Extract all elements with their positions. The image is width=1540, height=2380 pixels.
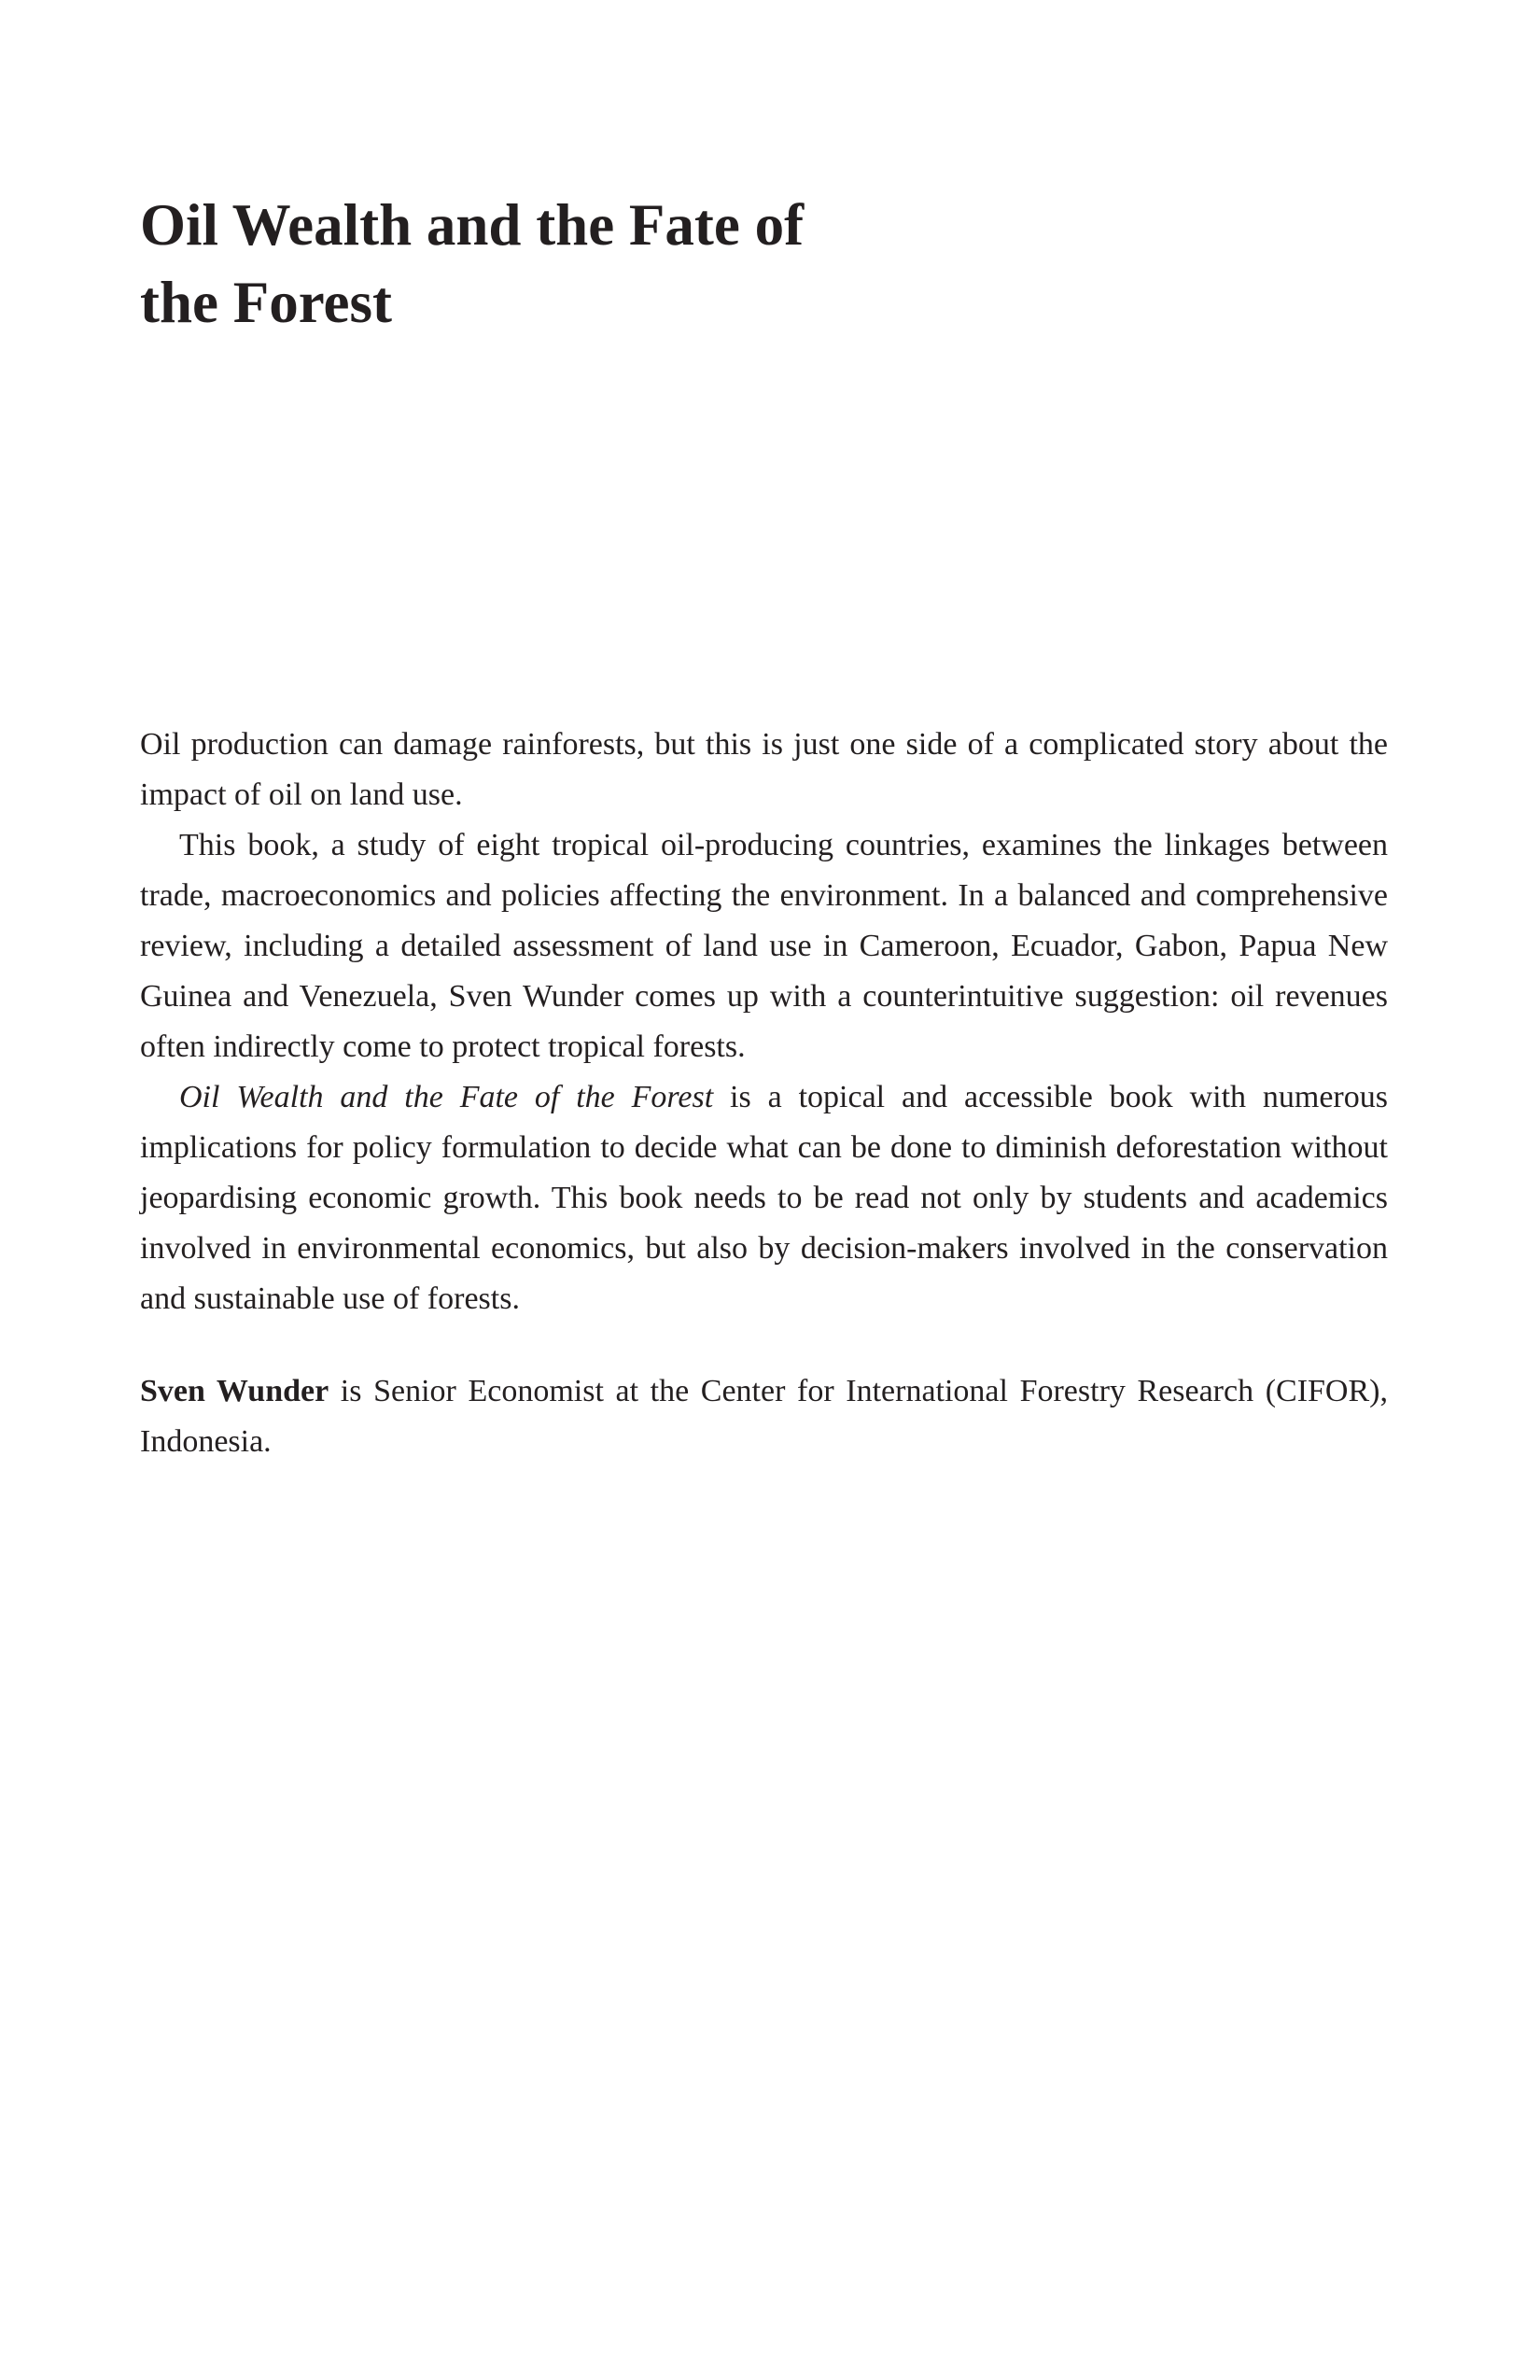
author-bio bbox=[140, 1366, 1388, 1467]
description-paragraph-3 bbox=[140, 1072, 1388, 1324]
author-bio-text: is Senior Economist at the Center for International Forestry Research (CIFOR), Indonesia. bbox=[140, 1374, 1388, 1459]
book-description bbox=[140, 720, 1388, 1324]
description-paragraph-3-text: is a topical and accessible book with numerous implications for policy formulation to decide what can be done to diminish deforestation without jeopardising economic growth. This book needs to be read not only by students and academics involved in environmental economics, but also by decision-makers involved in the conservation and sustainable use of forests. bbox=[140, 1080, 1388, 1316]
book-title bbox=[140, 187, 980, 342]
book-title-line-2: the Forest bbox=[140, 270, 392, 335]
description-paragraph-2: This book, a study of eight tropical oil-producing countries, examines the linkages between trade, macroeconomics and policies affecting the environment. In a balanced and comprehensive review, including a detailed assessment of land use in Cameroon, Ecuador, Gabon, Papua New Guinea and Venezuela, Sven Wunder comes up with a counterintuitive suggestion: oil revenues often indirectly come to protect tropical forests. bbox=[140, 828, 1388, 1064]
description-paragraph-1: Oil production can damage rainforests, but this is just one side of a complicated story about the impact of oil on land use. bbox=[140, 727, 1388, 812]
book-title-reference: Oil Wealth and the Fate of the Forest bbox=[179, 1080, 714, 1114]
author-name: Sven Wunder bbox=[140, 1374, 329, 1408]
book-title-line-1: Oil Wealth and the Fate of bbox=[140, 192, 805, 258]
